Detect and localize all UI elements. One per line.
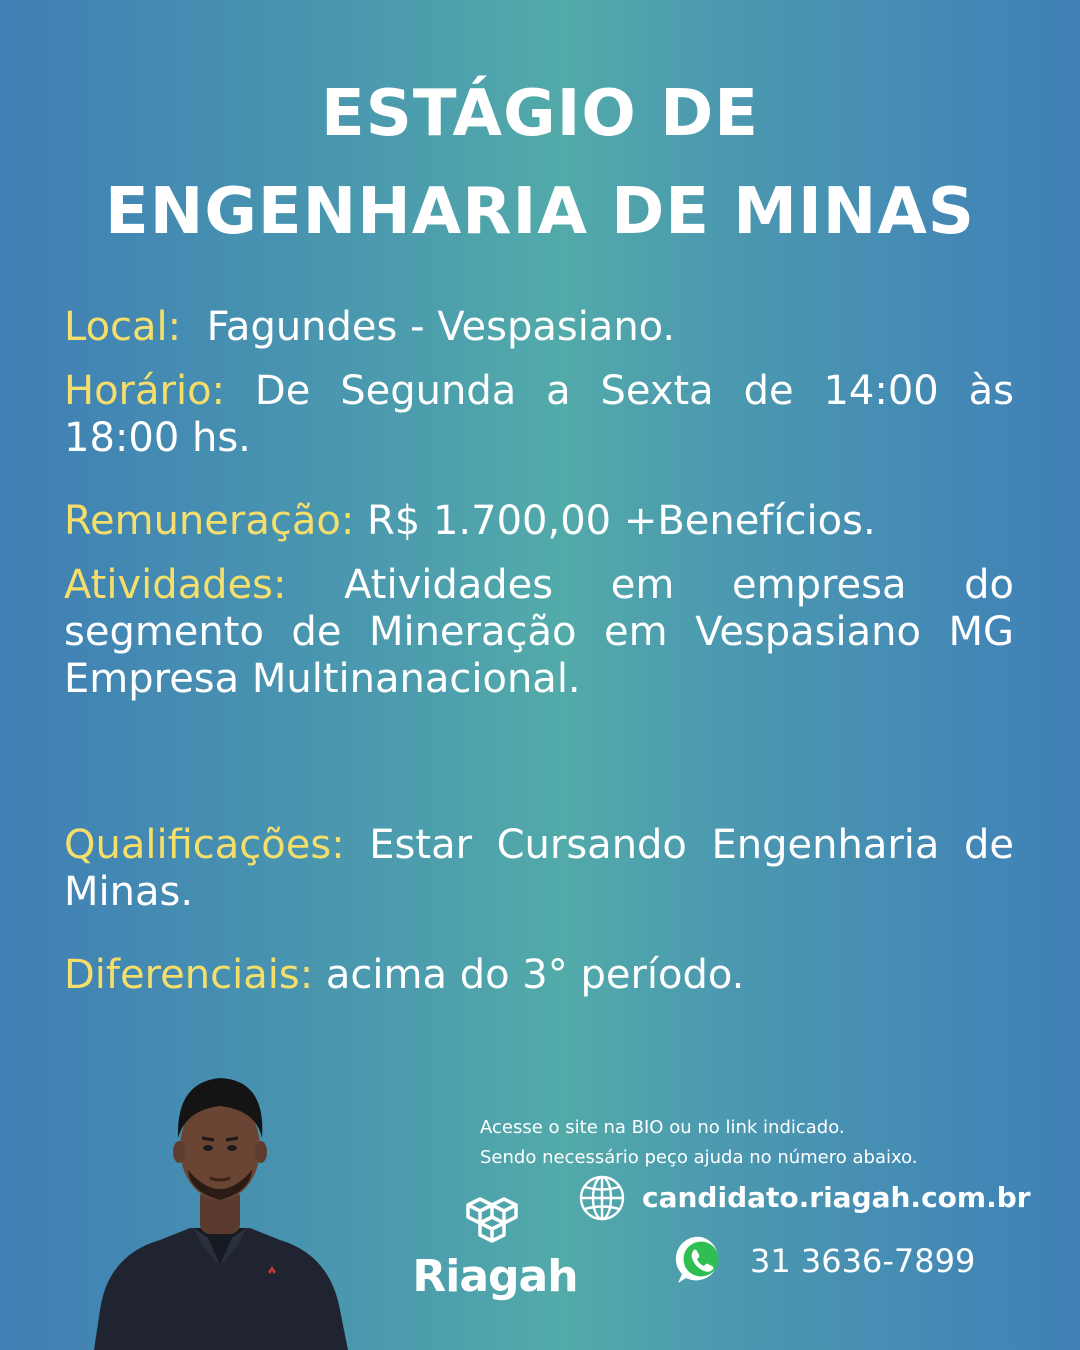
diferenciais-value: acima do 3° período. <box>325 952 745 998</box>
info-diferenciais <box>64 952 1014 999</box>
cubes-logo-icon <box>462 1195 528 1255</box>
globe-icon <box>578 1174 626 1222</box>
phone-number[interactable]: 31 3636-7899 <box>750 1242 976 1280</box>
riagah-logo <box>400 1195 590 1315</box>
footer-note-line-2: Sendo necessário peço ajuda no número abaixo. <box>480 1147 918 1168</box>
info-remuneracao <box>64 498 1014 545</box>
atividades-value: Atividades em empresa do segmento de Mineração em Vespasiano MG Empresa Multinanacional. <box>64 562 1014 703</box>
qualificacoes-label: Qualificações: <box>64 822 345 868</box>
whatsapp-icon <box>675 1234 727 1286</box>
remuneracao-value: R$ 1.700,00 +Benefícios. <box>367 498 876 544</box>
horario-value: De Segunda a Sexta de 14:00 às 18:00 hs. <box>64 368 1015 462</box>
title-line-1: ESTÁGIO DE <box>321 77 759 151</box>
website-link[interactable]: candidato.riagah.com.br <box>642 1181 1031 1214</box>
info-qualificacoes <box>64 822 1014 916</box>
brand-name: Riagah <box>412 1251 578 1302</box>
local-value: Fagundes - Vespasiano. <box>206 304 676 350</box>
remuneracao-label: Remuneração: <box>64 498 355 544</box>
diferenciais-label: Diferenciais: <box>64 952 314 998</box>
horario-label: Horário: <box>64 368 226 414</box>
info-horario <box>64 368 1014 462</box>
atividades-label: Atividades: <box>64 562 287 608</box>
info-atividades <box>64 562 1014 704</box>
person-photo <box>90 1060 350 1350</box>
qualificacoes-value: Estar Cursando Engenharia de Minas. <box>64 822 1014 916</box>
title-line-2: ENGENHARIA DE MINAS <box>105 175 975 249</box>
local-label: Local: <box>64 304 182 350</box>
footer-note-line-1: Acesse o site na BIO ou no link indicado. <box>480 1117 845 1138</box>
info-local <box>64 304 1014 351</box>
